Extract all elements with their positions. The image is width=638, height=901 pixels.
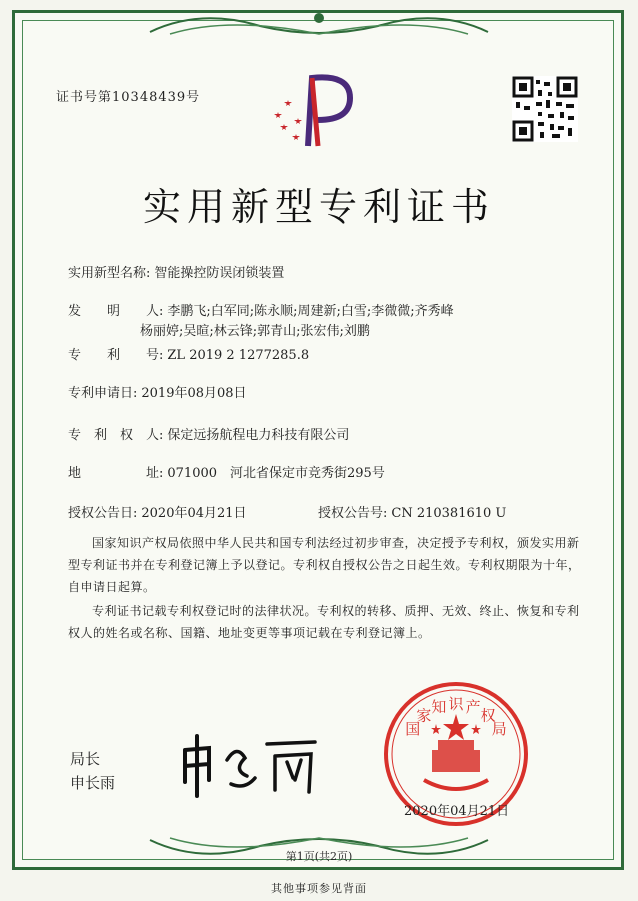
certificate-number: 证书号第10348439号 [56,90,201,105]
filing-date-row [68,382,247,401]
patentee-label: 专 利 权 人: [68,428,164,443]
utility-model-name-row [68,262,284,281]
inventor-label: 发 明 人: [68,304,164,319]
patent-number-label: 专 利 号: [68,348,164,363]
grant-number-row [318,502,506,521]
inventor-value-line1: 李鹏飞;白军同;陈永顺;周建新;白雪;李微微;齐秀峰 [167,304,454,319]
grant-date-value: 2020年04月21日 [141,506,247,521]
filing-date-label: 专利申请日: [68,386,138,401]
grant-number-label: 授权公告号: [318,506,388,521]
grant-date-label: 授权公告日: [68,506,138,521]
patent-office-logo-icon [262,68,354,150]
patent-number-value: ZL 2019 2 1277285.8 [167,348,310,363]
director-title: 局长 [70,750,101,768]
footer-note: 其他事项参见背面 [271,882,367,895]
legal-paragraph-2: 专利证书记载专利权登记时的法律状况。专利权的转移、质押、无效、终止、恢复和专利权人的姓名或名称、国籍、地址变更等事项记载在专利登记簿上。 [68,604,580,640]
utility-model-name-label: 实用新型名称: [68,266,151,281]
patentee-row [68,424,349,443]
director-name: 申长雨 [70,774,116,792]
qr-code-icon [512,76,578,142]
legal-paragraph-1: 国家知识产权局依照中华人民共和国专利法经过初步审查，决定授予专利权，颁发实用新型专利证书并在专利登记簿上予以登记。专利权自授权公告之日起生效。专利权期限为十年，自申请日起算。 [68,536,581,594]
grant-number-value: CN 210381610 U [391,506,507,521]
patentee-value: 保定远扬航程电力科技有限公司 [167,428,350,443]
seal-text: 国家知 识 产权局 [405,695,507,738]
address-value: 071000 河北省保定市竞秀街295号 [167,466,385,481]
patent-number-row [68,344,309,363]
handwritten-signature-icon [175,730,325,800]
utility-model-name-value: 智能操控防误闭锁装置 [154,266,285,281]
address-label: 地 址: [68,466,164,481]
top-ornament [140,6,498,40]
page-number: 第1页(共2页) [285,850,353,863]
inventor-value-line2: 杨丽婷;吴暄;林云锋;郭青山;张宏伟;刘鹏 [140,324,370,339]
filing-date-value: 2019年08月08日 [141,386,247,401]
seal-date: 2020年04月21日 [404,804,510,819]
certificate-title: 实用新型专利证书 [142,185,495,229]
grant-date-row [68,502,247,521]
inventor-row [68,300,454,319]
address-row [68,462,385,481]
